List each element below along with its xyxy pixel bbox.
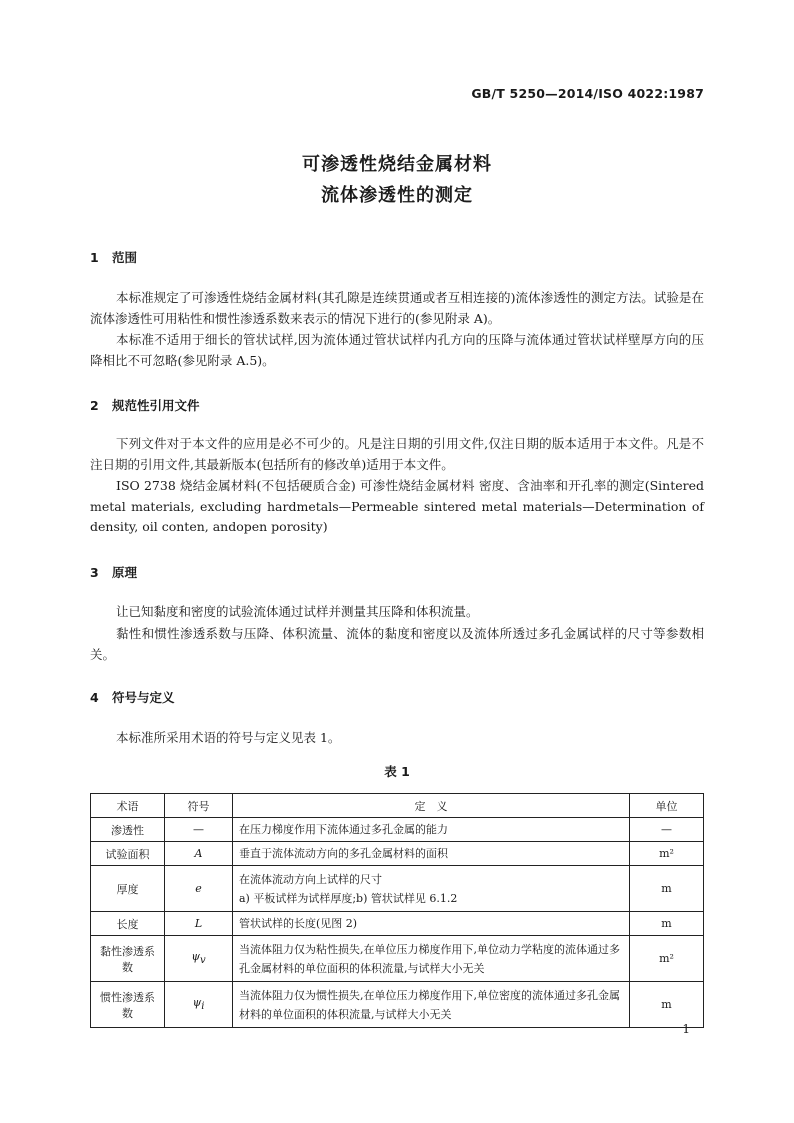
cell-definition: 在压力梯度作用下流体通过多孔金属的能力: [233, 818, 630, 842]
cell-symbol: —: [165, 818, 233, 842]
table-row: [91, 982, 704, 1028]
cell-symbol: e: [165, 866, 233, 912]
document-title-line2: 流体渗透性的测定: [321, 185, 473, 206]
table-row: [91, 936, 704, 982]
cell-symbol: [165, 936, 233, 982]
section-title: 规范性引用文件: [112, 398, 200, 413]
header-unit: 单位: [630, 794, 704, 818]
document-title-line1: 可渗透性烧结金属材料: [302, 154, 492, 175]
section-title: 原理: [112, 565, 138, 580]
header-definition: 定 义: [233, 794, 630, 818]
section-2-heading: [90, 396, 200, 414]
cell-unit: m²: [630, 936, 704, 982]
cell-unit: —: [630, 818, 704, 842]
cell-definition: [233, 866, 630, 912]
section-1-paragraph-1: 本标准规定了可渗透性烧结金属材料(其孔隙是连续贯通或者互相连接的)流体渗透性的测定方法。试验是在流体渗透性可用粘性和惯性渗透系数来表示的情况下进行的(参见附录 A)。: [90, 290, 704, 326]
table-row: [91, 912, 704, 936]
table-row: [91, 842, 704, 866]
cell-term: 长度: [91, 912, 165, 936]
cell-definition: 当流体阻力仅为粘性损失,在单位压力梯度作用下,单位动力学粘度的流体通过多孔金属材料的单位面积的体积流量,与试样大小无关: [233, 936, 630, 982]
table-row: [91, 866, 704, 912]
cell-term: 渗透性: [91, 818, 165, 842]
cell-term: 惯性渗透系数: [91, 982, 165, 1028]
section-3-paragraph-2: 黏性和惯性渗透系数与压降、体积流量、流体的黏度和密度以及流体所透过多孔金属试样的尺寸等参数相关。: [90, 626, 704, 662]
table-header-row: [91, 794, 704, 818]
cell-term: 黏性渗透系数: [91, 936, 165, 982]
cell-symbol: A: [165, 842, 233, 866]
definition-note: a) 平板试样为试样厚度;b) 管状试样见 6.1.2: [239, 891, 458, 905]
table-caption: 表 1: [384, 764, 410, 779]
section-3-heading: [90, 563, 137, 581]
section-number: 1: [90, 250, 99, 265]
section-1-heading: [90, 248, 137, 266]
cell-unit: m: [630, 866, 704, 912]
symbol-psi: ψ: [191, 950, 200, 964]
section-title: 符号与定义: [112, 690, 175, 705]
section-4-paragraph-1: 本标准所采用术语的符号与定义见表 1。: [116, 730, 341, 745]
section-number: 4: [90, 690, 99, 705]
cell-unit: m: [630, 982, 704, 1028]
symbol-subscript: i: [201, 1001, 205, 1013]
cell-term: 试验面积: [91, 842, 165, 866]
cell-unit: m: [630, 912, 704, 936]
symbols-definitions-table: [90, 793, 704, 1028]
header-term: 术语: [91, 794, 165, 818]
cell-term: 厚度: [91, 866, 165, 912]
symbol-subscript: v: [199, 955, 206, 967]
section-4-heading: [90, 688, 175, 706]
symbol-psi: ψ: [192, 996, 202, 1010]
standard-code: GB/T 5250—2014/ISO 4022:1987: [471, 86, 704, 101]
definition-line: 在流体流动方向上试样的尺寸: [239, 872, 382, 886]
cell-definition: 垂直于流体流动方向的多孔金属材料的面积: [233, 842, 630, 866]
page-number: 1: [682, 1022, 690, 1036]
section-number: 3: [90, 565, 99, 580]
section-number: 2: [90, 398, 99, 413]
cell-definition: 管状试样的长度(见图 2): [233, 912, 630, 936]
header-symbol: 符号: [165, 794, 233, 818]
table-row: [91, 818, 704, 842]
section-1-paragraph-2: 本标准不适用于细长的管状试样,因为流体通过管状试样内孔方向的压降与流体通过管状试样壁厚方向的压降相比不可忽略(参见附录 A.5)。: [90, 332, 704, 368]
section-2-reference: ISO 2738 烧结金属材料(不包括硬质合金) 可渗性烧结金属材料 密度、含油率和开孔率的测定(Sintered metal materials, excluding hardmetals—Permeable sintered metal materials—Determination of density, oil conten, andopen porosity): [90, 478, 704, 534]
cell-symbol: [165, 982, 233, 1028]
cell-symbol: L: [165, 912, 233, 936]
section-title: 范围: [112, 250, 138, 265]
section-3-paragraph-1: 让已知黏度和密度的试验流体通过试样并测量其压降和体积流量。: [116, 604, 479, 619]
cell-unit: m²: [630, 842, 704, 866]
cell-definition: 当流体阻力仅为惯性损失,在单位压力梯度作用下,单位密度的流体通过多孔金属材料的单位面积的体积流量,与试样大小无关: [233, 982, 630, 1028]
section-2-paragraph-1: 下列文件对于本文件的应用是必不可少的。凡是注日期的引用文件,仅注日期的版本适用于本文件。凡是不注日期的引用文件,其最新版本(包括所有的修改单)适用于本文件。: [90, 436, 704, 472]
